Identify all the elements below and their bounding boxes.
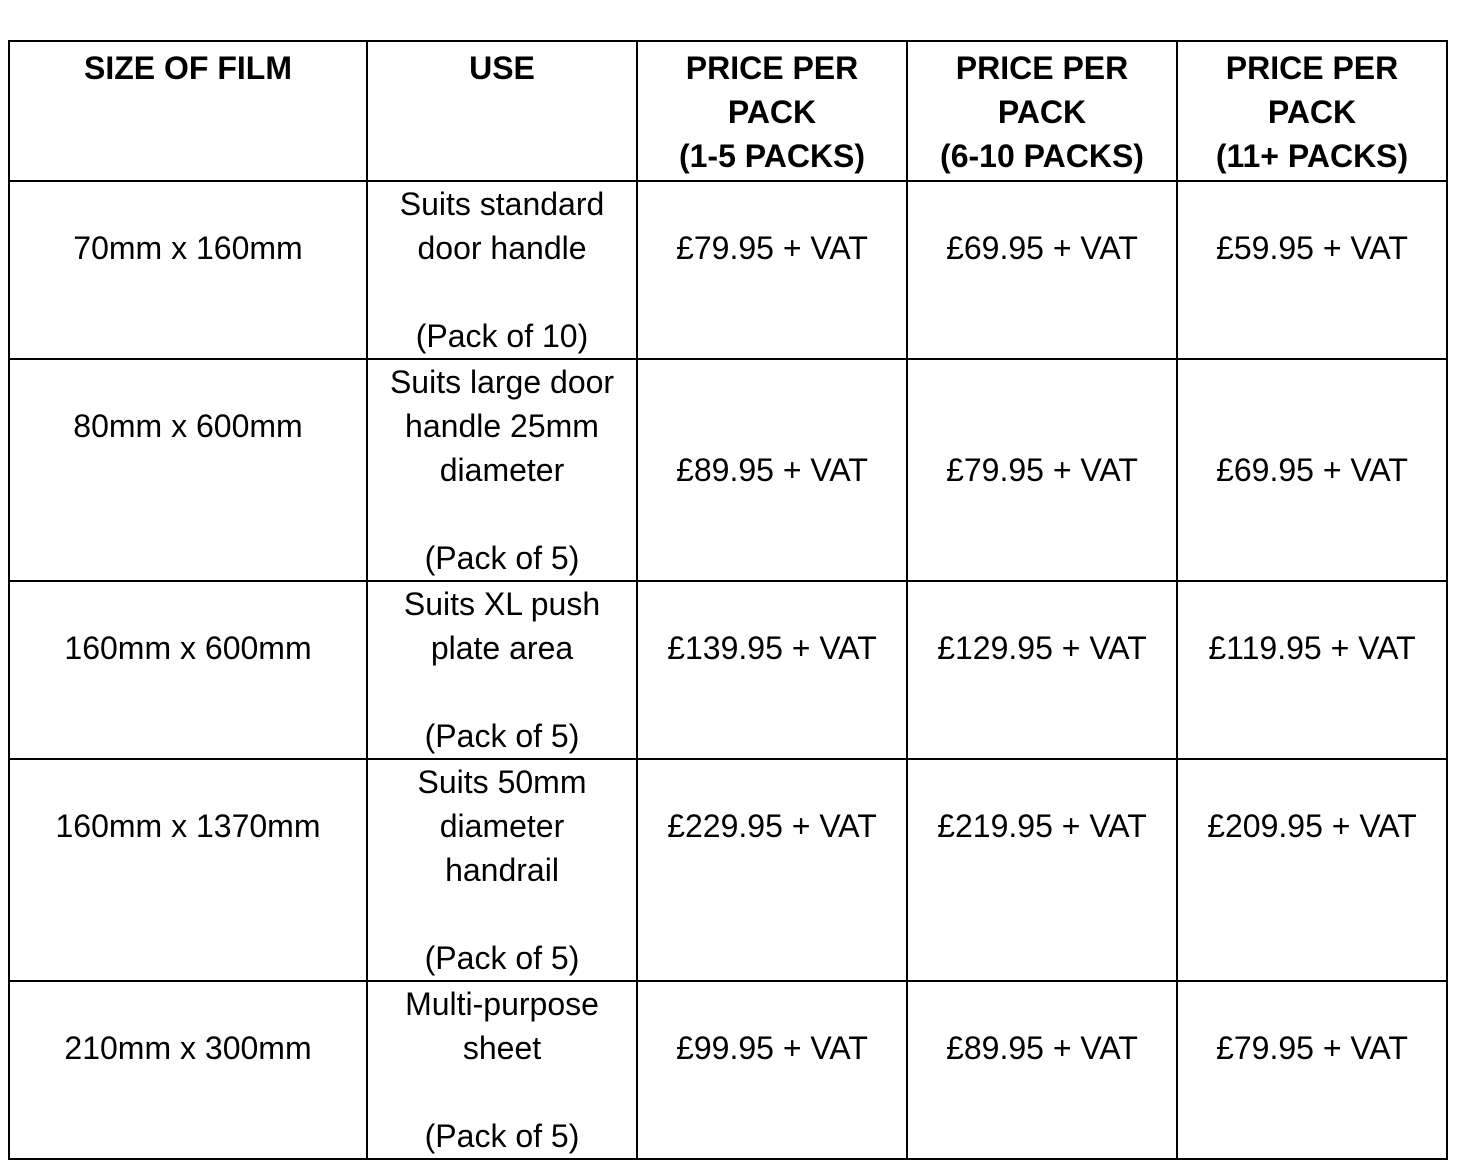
cell-price-6-10 bbox=[907, 359, 1177, 581]
table-row bbox=[9, 359, 1447, 581]
pack-quantity: (Pack of 5) bbox=[424, 940, 580, 976]
table-row bbox=[9, 581, 1447, 759]
price-value: £89.95 + VAT bbox=[946, 1030, 1138, 1066]
size-value: 80mm x 600mm bbox=[73, 408, 303, 444]
size-value: 70mm x 160mm bbox=[73, 230, 303, 266]
pack-quantity: (Pack of 5) bbox=[424, 1118, 580, 1154]
cell-size bbox=[9, 981, 367, 1159]
price-value: £69.95 + VAT bbox=[1216, 452, 1408, 488]
cell-price-6-10 bbox=[907, 581, 1177, 759]
price-value: £219.95 + VAT bbox=[937, 808, 1147, 844]
price-value: £129.95 + VAT bbox=[937, 630, 1147, 666]
header-price-6-10-line-1: PRICE PER bbox=[955, 50, 1129, 86]
cell-price-11-plus bbox=[1177, 581, 1447, 759]
price-table bbox=[8, 40, 1448, 1160]
pack-quantity: (Pack of 5) bbox=[424, 718, 580, 754]
price-value: £79.95 + VAT bbox=[946, 452, 1138, 488]
header-use-line-1: USE bbox=[469, 50, 535, 86]
header-size-line-1: SIZE OF FILM bbox=[84, 50, 292, 86]
header-size-of-film bbox=[9, 41, 367, 181]
header-row bbox=[9, 41, 1447, 181]
price-value: £209.95 + VAT bbox=[1207, 808, 1417, 844]
use-line: diameter bbox=[439, 808, 565, 844]
size-value: 210mm x 300mm bbox=[64, 1030, 312, 1066]
header-price-1-5-line-2: PACK bbox=[727, 94, 817, 130]
price-value: £229.95 + VAT bbox=[667, 808, 877, 844]
cell-size bbox=[9, 359, 367, 581]
pack-quantity: (Pack of 10) bbox=[415, 318, 589, 354]
price-value: £79.95 + VAT bbox=[1216, 1030, 1408, 1066]
cell-price-1-5 bbox=[637, 981, 907, 1159]
use-line: handle 25mm bbox=[405, 408, 599, 444]
price-value: £69.95 + VAT bbox=[946, 230, 1138, 266]
cell-price-6-10 bbox=[907, 981, 1177, 1159]
price-value: £119.95 + VAT bbox=[1208, 630, 1416, 666]
use-line: sheet bbox=[462, 1030, 542, 1066]
header-price-11-line-2: PACK bbox=[1267, 94, 1357, 130]
header-price-1-5-line-3: (1-5 PACKS) bbox=[678, 138, 866, 174]
header-price-1-5 bbox=[637, 41, 907, 181]
cell-price-1-5 bbox=[637, 759, 907, 981]
use-line: Suits 50mm bbox=[417, 764, 587, 800]
header-price-6-10-line-3: (6-10 PACKS) bbox=[940, 138, 1144, 174]
cell-use bbox=[367, 181, 637, 359]
price-value: £89.95 + VAT bbox=[676, 452, 868, 488]
cell-price-1-5 bbox=[637, 359, 907, 581]
use-line: diameter bbox=[439, 452, 565, 488]
header-price-6-10 bbox=[907, 41, 1177, 181]
cell-price-6-10 bbox=[907, 181, 1177, 359]
use-line: plate area bbox=[430, 630, 574, 666]
price-value: £99.95 + VAT bbox=[676, 1030, 868, 1066]
use-line: Suits standard bbox=[399, 186, 605, 222]
use-line: handrail bbox=[445, 852, 559, 888]
price-value: £79.95 + VAT bbox=[676, 230, 868, 266]
cell-price-1-5 bbox=[637, 581, 907, 759]
cell-use bbox=[367, 981, 637, 1159]
cell-price-11-plus bbox=[1177, 981, 1447, 1159]
header-use bbox=[367, 41, 637, 181]
cell-price-1-5 bbox=[637, 181, 907, 359]
cell-use bbox=[367, 759, 637, 981]
cell-price-11-plus bbox=[1177, 181, 1447, 359]
pack-quantity: (Pack of 5) bbox=[424, 540, 580, 576]
header-price-11-plus bbox=[1177, 41, 1447, 181]
table-row bbox=[9, 759, 1447, 981]
cell-price-11-plus bbox=[1177, 359, 1447, 581]
header-price-11-line-3: (11+ PACKS) bbox=[1215, 138, 1409, 174]
cell-size bbox=[9, 759, 367, 981]
cell-use bbox=[367, 359, 637, 581]
use-line: Multi-purpose bbox=[405, 986, 599, 1022]
price-value: £139.95 + VAT bbox=[667, 630, 877, 666]
price-value: £59.95 + VAT bbox=[1216, 230, 1408, 266]
header-price-11-line-1: PRICE PER bbox=[1225, 50, 1399, 86]
header-price-1-5-line-1: PRICE PER bbox=[685, 50, 859, 86]
cell-price-11-plus bbox=[1177, 759, 1447, 981]
table-row bbox=[9, 981, 1447, 1159]
table-row bbox=[9, 181, 1447, 359]
size-value: 160mm x 600mm bbox=[64, 630, 312, 666]
use-line: Suits large door bbox=[389, 364, 615, 400]
cell-size bbox=[9, 581, 367, 759]
cell-price-6-10 bbox=[907, 759, 1177, 981]
cell-size bbox=[9, 181, 367, 359]
cell-use bbox=[367, 581, 637, 759]
use-line: Suits XL push bbox=[403, 586, 601, 622]
use-line: door handle bbox=[417, 230, 587, 266]
size-value: 160mm x 1370mm bbox=[55, 808, 321, 844]
header-price-6-10-line-2: PACK bbox=[997, 94, 1087, 130]
